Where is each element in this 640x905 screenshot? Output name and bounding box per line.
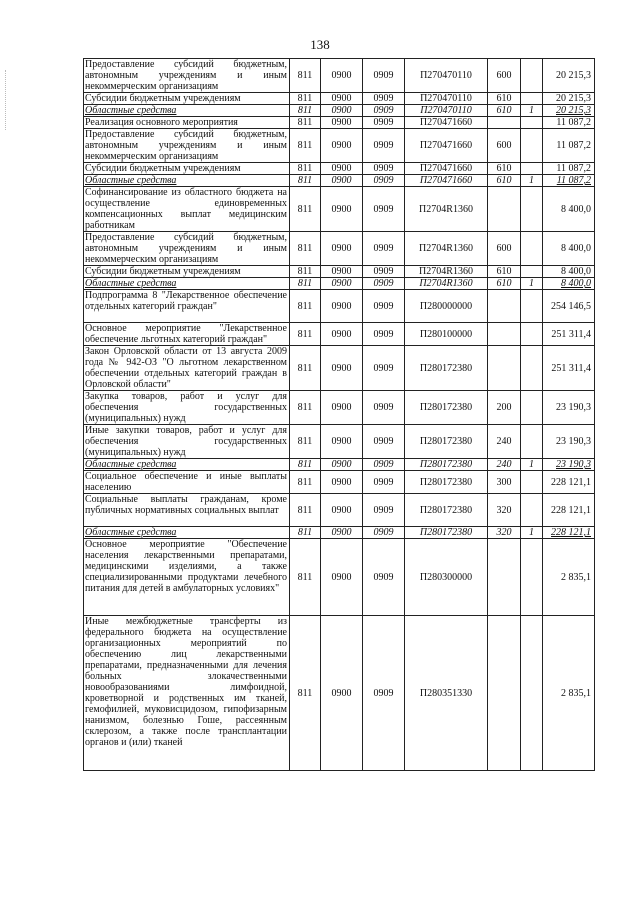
row-section-cell: 0900 — [321, 278, 363, 290]
row-expense-type-cell — [488, 539, 521, 616]
row-expense-type-cell: 240 — [488, 425, 521, 459]
row-amount-cell: 254 146,5 — [543, 290, 595, 323]
row-section-cell: 0900 — [321, 266, 363, 278]
row-amount-cell: 2 835,1 — [543, 539, 595, 616]
row-expense-type-cell — [488, 117, 521, 129]
row-name-cell: Основное мероприятие "Обеспечение населения лекарственными препаратами, медицинскими изделиями, а также специализированными продуктами лечебного питания для детей в амбулаторных условиях" — [84, 539, 290, 616]
row-amount-cell: 228 121,1 — [543, 494, 595, 527]
table-row — [84, 105, 595, 117]
row-funding-source-cell: 1 — [521, 105, 543, 117]
row-name-cell: Социальные выплаты гражданам, кроме публичных нормативных социальных выплат — [84, 494, 290, 527]
row-subsection-cell: 0909 — [363, 187, 405, 232]
row-funding-source-cell — [521, 323, 543, 346]
table-row — [84, 278, 595, 290]
row-grbs-cell: 811 — [290, 105, 321, 117]
row-expense-type-cell: 600 — [488, 129, 521, 163]
row-amount-cell: 228 121,1 — [543, 527, 595, 539]
row-funding-source-cell: 1 — [521, 527, 543, 539]
table-row — [84, 129, 595, 163]
row-grbs-cell: 811 — [290, 232, 321, 266]
row-subsection-cell: 0909 — [363, 527, 405, 539]
row-amount-cell: 2 835,1 — [543, 616, 595, 771]
row-amount-cell: 228 121,1 — [543, 471, 595, 494]
row-grbs-cell: 811 — [290, 117, 321, 129]
row-name-cell: Областные средства — [84, 459, 290, 471]
row-section-cell: 0900 — [321, 527, 363, 539]
row-section-cell: 0900 — [321, 117, 363, 129]
row-name-cell: Иные межбюджетные трансферты из федерального бюджета на осуществление организационных мероприятий по обеспечению лиц лекарственными препаратами, предназначенными для лечения больных злокачественными новообразованиями лимфоидной, кроветворной и родственных им тканей, гемофилией, муковисцидозом, гипофизарным нанизмом, болезнью Гоше, рассеянным склерозом, а также после трансплантации органов и (или) тканей — [84, 616, 290, 771]
row-target-article-cell: П280172380 — [405, 471, 488, 494]
row-section-cell: 0900 — [321, 129, 363, 163]
row-name-cell: Субсидии бюджетным учреждениям — [84, 163, 290, 175]
row-subsection-cell: 0909 — [363, 175, 405, 187]
table-row — [84, 539, 595, 616]
row-grbs-cell: 811 — [290, 459, 321, 471]
row-section-cell: 0900 — [321, 290, 363, 323]
table-row — [84, 346, 595, 391]
row-section-cell: 0900 — [321, 539, 363, 616]
row-amount-cell: 23 190,3 — [543, 425, 595, 459]
row-grbs-cell: 811 — [290, 323, 321, 346]
row-grbs-cell: 811 — [290, 175, 321, 187]
row-name-cell: Областные средства — [84, 278, 290, 290]
row-subsection-cell: 0909 — [363, 616, 405, 771]
budget-table — [83, 58, 595, 771]
row-name-cell: Субсидии бюджетным учреждениям — [84, 93, 290, 105]
row-target-article-cell: П280172380 — [405, 346, 488, 391]
row-section-cell: 0900 — [321, 175, 363, 187]
row-funding-source-cell: 1 — [521, 459, 543, 471]
row-amount-cell: 11 087,2 — [543, 117, 595, 129]
row-name-cell: Предоставление субсидий бюджетным, автономным учреждениям и иным некоммерческим организациям — [84, 232, 290, 266]
row-name-cell: Иные закупки товаров, работ и услуг для обеспечения государственных (муниципальных) нужд — [84, 425, 290, 459]
table-row — [84, 459, 595, 471]
row-amount-cell: 23 190,3 — [543, 459, 595, 471]
row-amount-cell: 251 311,4 — [543, 346, 595, 391]
row-grbs-cell: 811 — [290, 539, 321, 616]
row-funding-source-cell — [521, 117, 543, 129]
row-funding-source-cell — [521, 425, 543, 459]
row-target-article-cell: П270471660 — [405, 175, 488, 187]
row-grbs-cell: 811 — [290, 346, 321, 391]
row-expense-type-cell: 610 — [488, 93, 521, 105]
table-row — [84, 471, 595, 494]
row-funding-source-cell — [521, 93, 543, 105]
row-funding-source-cell — [521, 539, 543, 616]
row-subsection-cell: 0909 — [363, 290, 405, 323]
row-grbs-cell: 811 — [290, 59, 321, 93]
row-expense-type-cell — [488, 346, 521, 391]
row-name-cell: Субсидии бюджетным учреждениям — [84, 266, 290, 278]
row-expense-type-cell — [488, 616, 521, 771]
page-number: 138 — [310, 37, 330, 52]
row-target-article-cell: П270470110 — [405, 59, 488, 93]
scan-margin-mark — [5, 70, 8, 130]
row-funding-source-cell — [521, 290, 543, 323]
row-amount-cell: 8 400,0 — [543, 266, 595, 278]
row-amount-cell: 20 215,3 — [543, 105, 595, 117]
row-expense-type-cell: 610 — [488, 105, 521, 117]
row-target-article-cell: П280000000 — [405, 290, 488, 323]
table-row — [84, 290, 595, 323]
row-grbs-cell: 811 — [290, 93, 321, 105]
table-row — [84, 616, 595, 771]
row-amount-cell: 11 087,2 — [543, 129, 595, 163]
table-row — [84, 93, 595, 105]
row-section-cell: 0900 — [321, 471, 363, 494]
row-name-cell: Областные средства — [84, 175, 290, 187]
row-target-article-cell: П2704R1360 — [405, 232, 488, 266]
row-amount-cell: 20 215,3 — [543, 93, 595, 105]
row-funding-source-cell — [521, 187, 543, 232]
row-target-article-cell: П280172380 — [405, 459, 488, 471]
row-subsection-cell: 0909 — [363, 494, 405, 527]
table-row — [84, 494, 595, 527]
row-section-cell: 0900 — [321, 232, 363, 266]
row-subsection-cell: 0909 — [363, 59, 405, 93]
row-subsection-cell: 0909 — [363, 391, 405, 425]
row-name-cell: Социальное обеспечение и иные выплаты населению — [84, 471, 290, 494]
row-funding-source-cell — [521, 163, 543, 175]
table-row — [84, 59, 595, 93]
table-row — [84, 163, 595, 175]
row-funding-source-cell — [521, 129, 543, 163]
row-target-article-cell: П280172380 — [405, 391, 488, 425]
row-expense-type-cell — [488, 323, 521, 346]
row-section-cell: 0900 — [321, 59, 363, 93]
budget-table-body — [84, 59, 595, 771]
row-target-article-cell: П2704R1360 — [405, 278, 488, 290]
row-name-cell: Софинансирование из областного бюджета на осуществление единовременных компенсационных выплат медицинским работникам — [84, 187, 290, 232]
row-funding-source-cell: 1 — [521, 278, 543, 290]
row-section-cell: 0900 — [321, 616, 363, 771]
row-name-cell: Предоставление субсидий бюджетным, автономным учреждениям и иным некоммерческим организациям — [84, 129, 290, 163]
row-target-article-cell: П280172380 — [405, 527, 488, 539]
row-section-cell: 0900 — [321, 323, 363, 346]
row-subsection-cell: 0909 — [363, 163, 405, 175]
row-target-article-cell: П280300000 — [405, 539, 488, 616]
table-row — [84, 232, 595, 266]
row-funding-source-cell — [521, 266, 543, 278]
row-expense-type-cell: 320 — [488, 494, 521, 527]
row-section-cell: 0900 — [321, 93, 363, 105]
row-section-cell: 0900 — [321, 105, 363, 117]
row-subsection-cell: 0909 — [363, 278, 405, 290]
row-target-article-cell: П270471660 — [405, 129, 488, 163]
row-name-cell: Реализация основного мероприятия — [84, 117, 290, 129]
row-target-article-cell: П270470110 — [405, 93, 488, 105]
row-section-cell: 0900 — [321, 187, 363, 232]
row-funding-source-cell — [521, 59, 543, 93]
row-subsection-cell: 0909 — [363, 346, 405, 391]
table-row — [84, 425, 595, 459]
row-target-article-cell: П280351330 — [405, 616, 488, 771]
row-funding-source-cell — [521, 232, 543, 266]
row-name-cell: Предоставление субсидий бюджетным, автономным учреждениям и иным некоммерческим организациям — [84, 59, 290, 93]
row-amount-cell: 20 215,3 — [543, 59, 595, 93]
row-amount-cell: 11 087,2 — [543, 163, 595, 175]
row-target-article-cell: П270470110 — [405, 105, 488, 117]
row-target-article-cell: П270471660 — [405, 163, 488, 175]
row-name-cell: Основное мероприятие "Лекарственное обеспечение льготных категорий граждан" — [84, 323, 290, 346]
row-grbs-cell: 811 — [290, 290, 321, 323]
row-funding-source-cell — [521, 616, 543, 771]
row-funding-source-cell — [521, 471, 543, 494]
row-expense-type-cell: 200 — [488, 391, 521, 425]
table-row — [84, 323, 595, 346]
row-subsection-cell: 0909 — [363, 105, 405, 117]
row-amount-cell: 23 190,3 — [543, 391, 595, 425]
row-expense-type-cell: 610 — [488, 163, 521, 175]
row-subsection-cell: 0909 — [363, 323, 405, 346]
row-target-article-cell: П2704R1360 — [405, 266, 488, 278]
row-grbs-cell: 811 — [290, 187, 321, 232]
row-grbs-cell: 811 — [290, 471, 321, 494]
row-grbs-cell: 811 — [290, 278, 321, 290]
row-amount-cell: 8 400,0 — [543, 232, 595, 266]
row-section-cell: 0900 — [321, 346, 363, 391]
row-name-cell: Закон Орловской области от 13 августа 2009 года № 942-ОЗ "О льготном лекарственном обеспечении отдельных категорий граждан в Орловской области" — [84, 346, 290, 391]
row-grbs-cell: 811 — [290, 494, 321, 527]
row-funding-source-cell: 1 — [521, 175, 543, 187]
table-row — [84, 187, 595, 232]
row-grbs-cell: 811 — [290, 616, 321, 771]
row-amount-cell: 11 087,2 — [543, 175, 595, 187]
row-target-article-cell: П270471660 — [405, 117, 488, 129]
row-expense-type-cell — [488, 187, 521, 232]
row-section-cell: 0900 — [321, 494, 363, 527]
table-row — [84, 391, 595, 425]
row-funding-source-cell — [521, 391, 543, 425]
row-grbs-cell: 811 — [290, 391, 321, 425]
row-grbs-cell: 811 — [290, 163, 321, 175]
row-expense-type-cell: 300 — [488, 471, 521, 494]
row-target-article-cell: П280172380 — [405, 494, 488, 527]
row-subsection-cell: 0909 — [363, 232, 405, 266]
row-grbs-cell: 811 — [290, 129, 321, 163]
row-amount-cell: 8 400,0 — [543, 278, 595, 290]
row-name-cell: Областные средства — [84, 105, 290, 117]
row-name-cell: Подпрограмма 8 "Лекарственное обеспечение отдельных категорий граждан" — [84, 290, 290, 323]
row-expense-type-cell: 600 — [488, 59, 521, 93]
row-subsection-cell: 0909 — [363, 93, 405, 105]
row-target-article-cell: П280100000 — [405, 323, 488, 346]
row-expense-type-cell: 610 — [488, 266, 521, 278]
row-name-cell: Областные средства — [84, 527, 290, 539]
row-subsection-cell: 0909 — [363, 129, 405, 163]
row-target-article-cell: П280172380 — [405, 425, 488, 459]
row-expense-type-cell: 600 — [488, 232, 521, 266]
row-subsection-cell: 0909 — [363, 471, 405, 494]
row-amount-cell: 8 400,0 — [543, 187, 595, 232]
row-expense-type-cell: 610 — [488, 278, 521, 290]
row-grbs-cell: 811 — [290, 527, 321, 539]
row-expense-type-cell — [488, 290, 521, 323]
row-subsection-cell: 0909 — [363, 459, 405, 471]
row-expense-type-cell: 610 — [488, 175, 521, 187]
row-amount-cell: 251 311,4 — [543, 323, 595, 346]
row-section-cell: 0900 — [321, 425, 363, 459]
row-subsection-cell: 0909 — [363, 539, 405, 616]
row-funding-source-cell — [521, 494, 543, 527]
row-subsection-cell: 0909 — [363, 425, 405, 459]
table-row — [84, 175, 595, 187]
row-grbs-cell: 811 — [290, 266, 321, 278]
row-expense-type-cell: 240 — [488, 459, 521, 471]
row-section-cell: 0900 — [321, 459, 363, 471]
row-funding-source-cell — [521, 346, 543, 391]
row-grbs-cell: 811 — [290, 425, 321, 459]
row-subsection-cell: 0909 — [363, 266, 405, 278]
table-row — [84, 117, 595, 129]
row-section-cell: 0900 — [321, 391, 363, 425]
row-name-cell: Закупка товаров, работ и услуг для обеспечения государственных (муниципальных) нужд — [84, 391, 290, 425]
table-row — [84, 527, 595, 539]
row-target-article-cell: П2704R1360 — [405, 187, 488, 232]
table-row — [84, 266, 595, 278]
row-expense-type-cell: 320 — [488, 527, 521, 539]
row-subsection-cell: 0909 — [363, 117, 405, 129]
row-section-cell: 0900 — [321, 163, 363, 175]
